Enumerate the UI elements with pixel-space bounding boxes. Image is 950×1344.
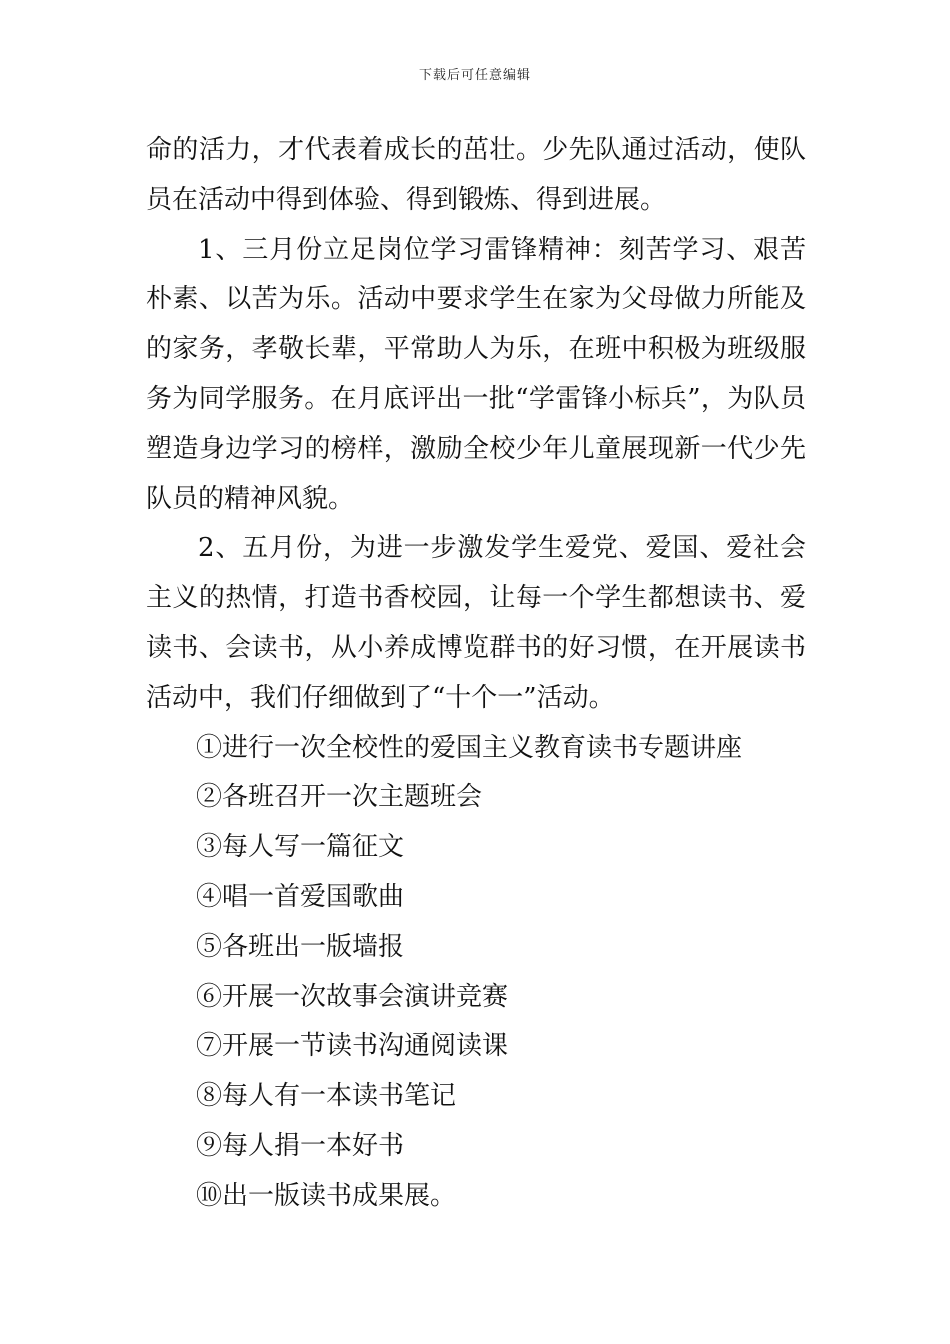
paragraph-may: 2、五月份，为进一步激发学生爱党、爱国、爱社会主义的热情，打造书香校园，让每一个学生都想读书、爱读书、会读书，从小养成博览群书的好习惯，在开展读书活动中，我们仔细做到了“十个一”活动。 [146,533,806,713]
list-item: ⑥开展一次故事会演讲竞赛 [196,981,509,1012]
list-item: ③每人写一篇征文 [196,832,405,863]
list-item: ④唱一首爱国歌曲 [196,881,405,912]
list-item: ⑧每人有一本读书笔记 [196,1081,457,1112]
list-item: ⑩出一版读书成果展。 [196,1180,457,1211]
list-item: ⑤各班出一版墙报 [196,931,405,962]
list-item: ⑦开展一节读书沟通阅读课 [196,1031,509,1062]
list-item: ②各班召开一次主题班会 [196,782,483,813]
paragraph-continuation: 命的活力，才代表着成长的茁壮。少先队通过活动，使队员在活动中得到体验、得到锻炼、得到进展。 [146,135,806,215]
paragraph-march: 1、三月份立足岗位学习雷锋精神：刻苦学习、艰苦朴素、以苦为乐。活动中要求学生在家为父母做力所能及的家务，孝敬长辈，平常助人为乐，在班中积极为班级服务为同学服务。在月底评出一批“学雷锋小标兵”，为队员塑造身边学习的榜样，激励全校少年儿童展现新一代少先队员的精神风貌。 [146,234,806,514]
page-header: 下载后可任意编辑 [418,68,531,83]
list-item: ①进行一次全校性的爱国主义教育读书专题讲座 [196,732,743,763]
document-body [146,126,806,1222]
list-item: ⑨每人捐一本好书 [196,1130,405,1161]
